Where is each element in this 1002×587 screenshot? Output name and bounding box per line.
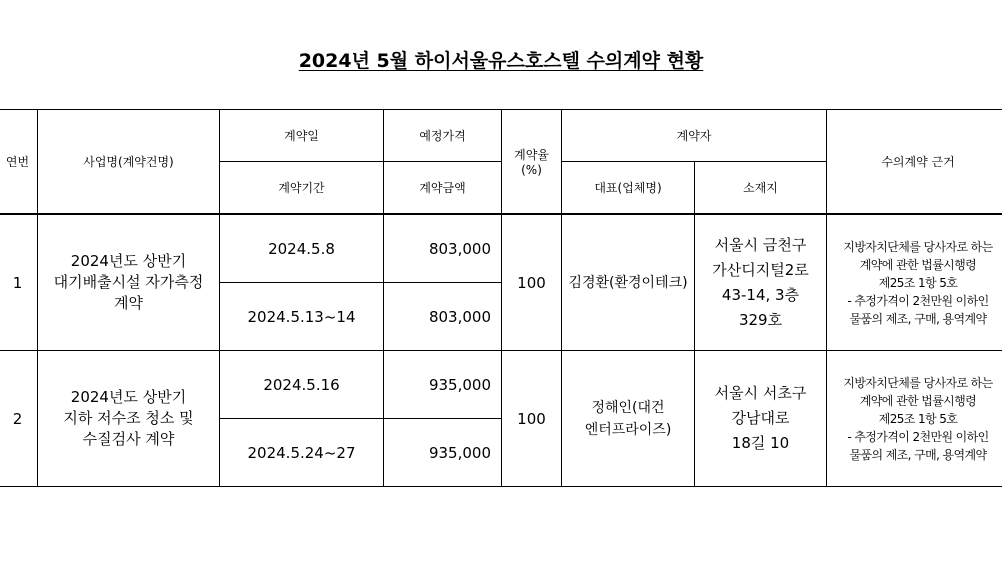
row-address: 서울시 금천구 가산디지털2로 43-14, 3층 329호	[695, 215, 827, 351]
header-representative: 대표(업체명)	[562, 162, 695, 214]
row-project: 2024년도 상반기 대기배출시설 자가측정 계약	[38, 215, 220, 351]
header-contract-period: 계약기간	[220, 162, 384, 214]
header-row-1	[0, 110, 1002, 162]
row-contract-amount: 935,000	[384, 419, 502, 487]
row-seq: 2	[0, 351, 38, 487]
row-address: 서울시 서초구 강남대로 18길 10	[695, 351, 827, 487]
page-title: 2024년 5월 하이서울유스호스텔 수의계약 현황	[298, 50, 704, 72]
header-contract-amount: 계약금액	[384, 162, 502, 214]
row-basis: 지방자치단체를 당사자로 하는 계약에 관한 법률시행령 제25조 1항 5호 - 추정가격이 2천만원 이하인 물품의 제조, 구매, 용역계약	[827, 215, 1002, 351]
row-contract-period: 2024.5.13~14	[220, 283, 384, 351]
header-seq: 연번	[0, 110, 38, 214]
row-contract-date: 2024.5.16	[220, 351, 384, 419]
row-seq: 1	[0, 215, 38, 351]
row-representative: 김경환(환경이테크)	[562, 215, 695, 351]
header-contract-rate: 계약율 (%)	[502, 110, 562, 214]
row-contract-date: 2024.5.8	[220, 215, 384, 283]
header-address: 소재지	[695, 162, 827, 214]
table-row	[0, 215, 1002, 283]
row-basis: 지방자치단체를 당사자로 하는 계약에 관한 법률시행령 제25조 1항 5호 - 추정가격이 2천만원 이하인 물품의 제조, 구매, 용역계약	[827, 351, 1002, 487]
header-basis: 수의계약 근거	[827, 110, 1002, 214]
row-rate: 100	[502, 215, 562, 351]
row-estimated-price: 803,000	[384, 215, 502, 283]
table-row	[0, 351, 1002, 419]
row-project: 2024년도 상반기 지하 저수조 청소 및 수질검사 계약	[38, 351, 220, 487]
header-contract-date: 계약일	[220, 110, 384, 162]
row-contract-amount: 803,000	[384, 283, 502, 351]
header-estimated-price: 예정가격	[384, 110, 502, 162]
header-project: 사업명(계약건명)	[38, 110, 220, 214]
row-rate: 100	[502, 351, 562, 487]
row-estimated-price: 935,000	[384, 351, 502, 419]
header-contractor: 계약자	[562, 110, 827, 162]
row-contract-period: 2024.5.24~27	[220, 419, 384, 487]
row-representative: 정해인(대건 엔터프라이즈)	[562, 351, 695, 487]
contract-table	[0, 109, 1002, 487]
